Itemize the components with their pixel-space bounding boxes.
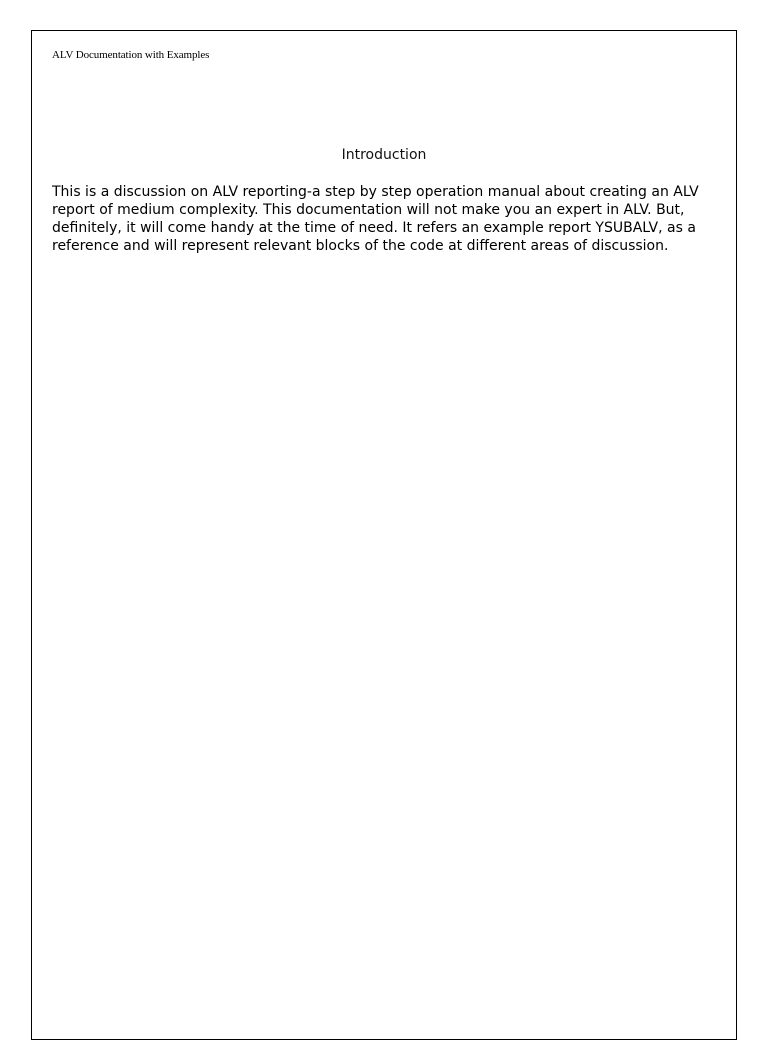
section-title: Introduction — [341, 147, 427, 163]
running-header: ALV Documentation with Examples — [52, 49, 210, 61]
document-page — [31, 30, 737, 1040]
body-paragraph: This is a discussion on ALV reporting-a step by step operation manual about creating an ALV report of medium complexity. This documentation will not make you an expert in ALV. But, definitely, it will come handy at the time of need. It refers an example report YSUBALV, as a reference and will represent relevant blocks of the code at different areas of discussion. — [52, 184, 699, 254]
